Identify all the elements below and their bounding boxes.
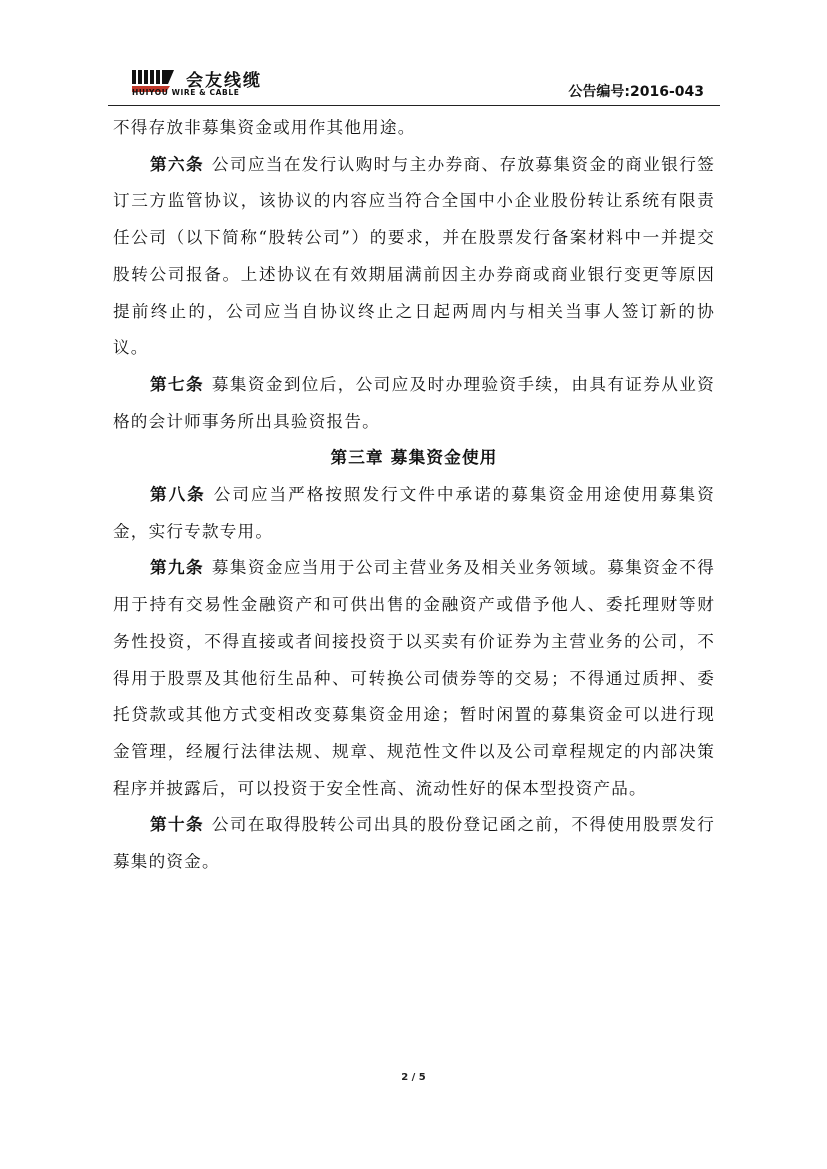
article-9	[113, 550, 715, 807]
page-header	[108, 62, 720, 106]
article-10-title: 第十条	[150, 815, 204, 835]
article-8-title: 第八条	[150, 485, 206, 505]
article-6	[113, 147, 715, 367]
logo-chinese-name: 会友线缆	[186, 71, 262, 91]
document-body	[113, 110, 715, 881]
page-number: 2 / 5	[401, 1072, 426, 1083]
logo-english-name: HUIYOU WIRE & CABLE	[132, 88, 240, 97]
header-divider	[108, 105, 720, 106]
article-8	[113, 477, 715, 550]
article-7-text: 募集资金到位后，公司应及时办理验资手续，由具有证券从业资格的会计师事务所出具验资报告。	[113, 374, 715, 431]
article-9-text: 募集资金应当用于公司主营业务及相关业务领域。募集资金不得用于持有交易性金融资产和可供出售的金融资产或借予他人、委托理财等财务性投资，不得直接或者间接投资于以买卖有价证券为主营业务的公司，不得用于股票及其他衍生品种、可转换公司债券等的交易；不得通过质押、委托贷款或其他方式变相改变募集资金用途；暂时闲置的募集资金可以进行现金管理，经履行法律法规、规章、规范性文件以及公司章程规定的内部决策程序并披露后，可以投资于安全性高、流动性好的保本型投资产品。	[113, 558, 715, 798]
article-10-text: 公司在取得股转公司出具的股份登记函之前，不得使用股票发行募集的资金。	[113, 815, 715, 872]
article-6-text: 公司应当在发行认购时与主办券商、存放募集资金的商业银行签订三方监管协议，该协议的内容应当符合全国中小企业股份转让系统有限责任公司（以下简称“股转公司”）的要求，并在股票发行备案材料中一并提交股转公司报备。上述协议在有效期届满前因主办券商或商业银行变更等原因提前终止的，公司应当自协议终止之日起两周内与相关当事人签订新的协议。	[113, 154, 715, 358]
article-8-text: 公司应当严格按照发行文件中承诺的募集资金用途使用募集资金，实行专款专用。	[113, 485, 715, 541]
article-7-title: 第七条	[150, 374, 204, 394]
intro-paragraph: 不得存放非募集资金或用作其他用途。	[113, 118, 416, 137]
article-7	[113, 367, 715, 440]
chapter-3-heading: 第三章 募集资金使用	[330, 448, 498, 468]
article-10	[113, 807, 715, 880]
notice-number: 公告编号:2016-043	[568, 84, 704, 100]
article-9-title: 第九条	[150, 558, 204, 578]
article-6-title: 第六条	[150, 154, 204, 174]
company-logo	[130, 66, 310, 100]
